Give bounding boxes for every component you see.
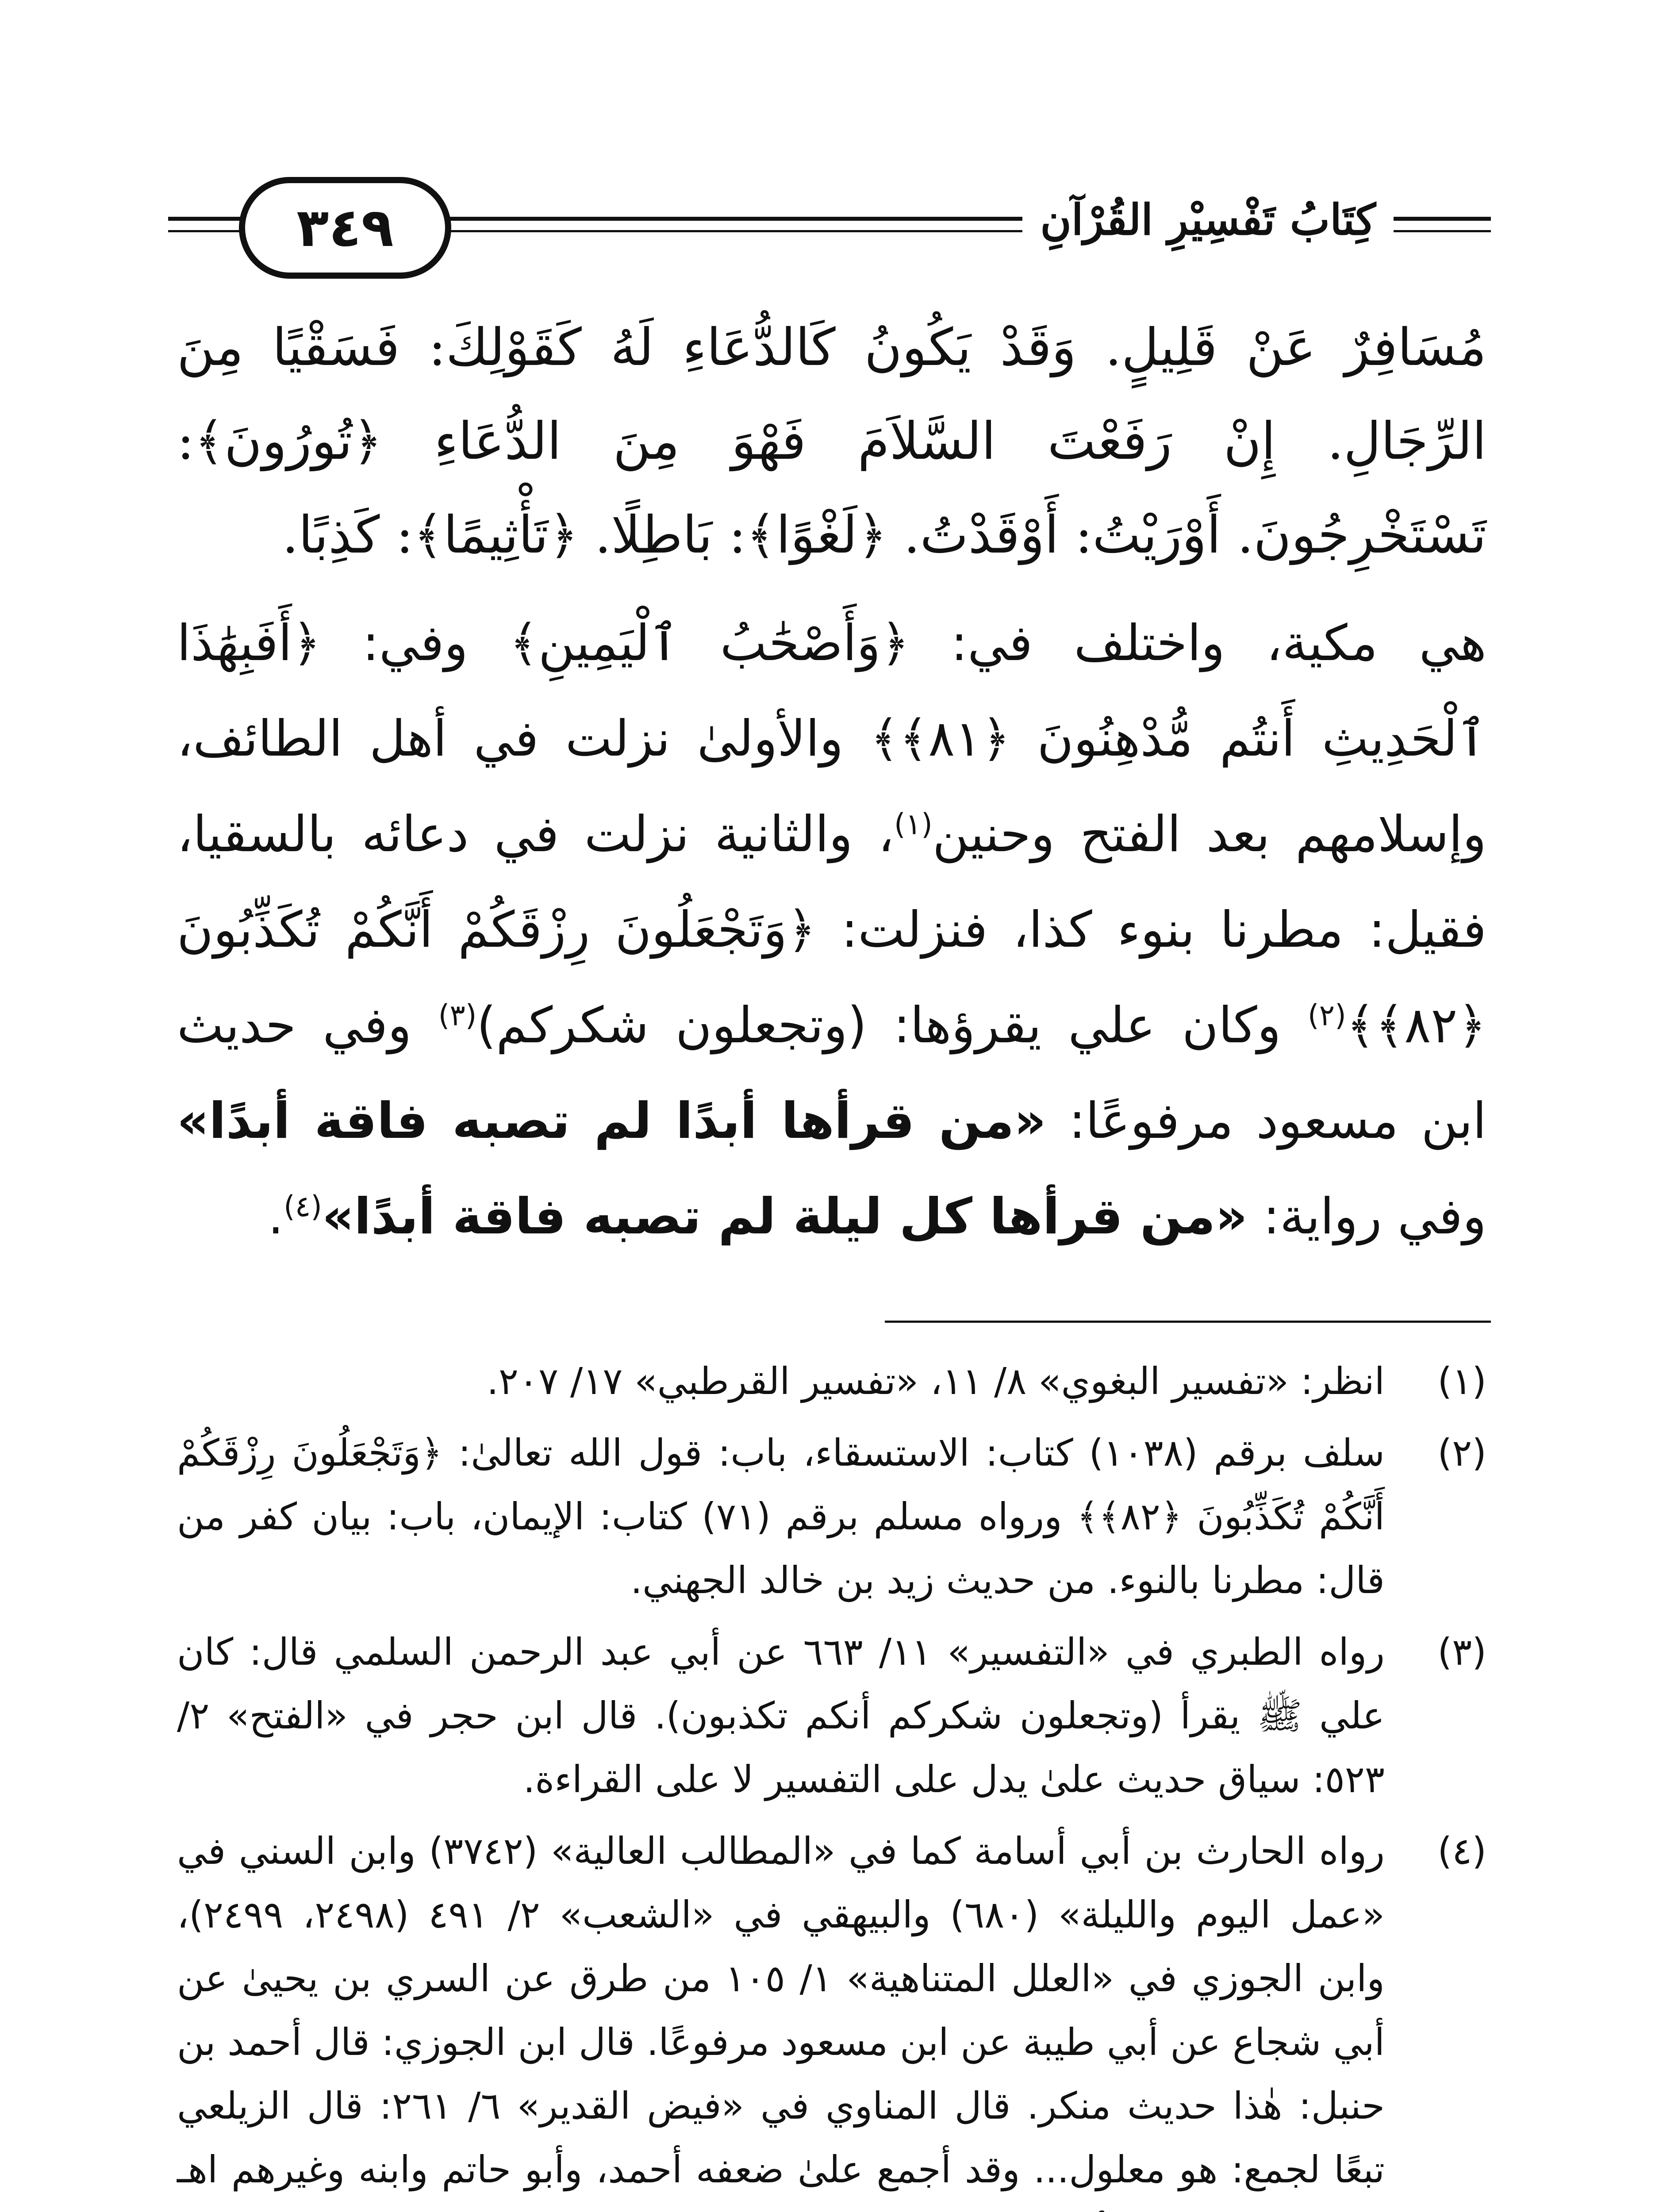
footnote-separator	[885, 1321, 1491, 1323]
footnote-text: سلف برقم (١٠٣٨) كتاب: الاستسقاء، باب: قول الله تعالىٰ: ﴿وَتَجْعَلُونَ رِزْقَكُمْ أَنَّكُمْ تُكَذِّبُونَ ﴿٨٢﴾﴾ ورواه مسلم برقم (٧١) كتاب: الإيمان، باب: بيان كفر من قال: مطرنا بالنوء. من حديث زيد بن خالد الجهني.	[177, 1431, 1385, 1602]
running-title: كِتَابُ تَفْسِيْرِ القُرْآنِ	[1022, 195, 1394, 245]
page-header	[168, 168, 1491, 301]
page-number-badge	[239, 177, 451, 279]
footnote-text: رواه الحارث بن أبي أسامة كما في «المطالب العالية» (٣٧٤٢) وابن السني في «عمل اليوم والليلة» (٦٨٠) والبيهقي في «الشعب» ٢/ ٤٩١ (٢٤٩٨، ٢٤٩٩)، وابن الجوزي في «العلل المتناهية» ١/ ١٠٥ من طرق عن السري بن يحيىٰ عن أبي شجاع عن أبي طيبة عن ابن مسعود مرفوعًا. قال ابن الجوزي: قال أحمد بن حنبل: هٰذا حديث منكر. قال المناوي في «فيض القدير» ٦/ ٢٦١: قال الزيلعي تبعًا لجمع: هو معلول... وقد أجمع علىٰ ضعفه أحمد، وأبو حاتم وابنه وغيرهم اهـ	[177, 1829, 1385, 2191]
tafsir-end: .	[268, 1188, 284, 1245]
page-number: ٣٤٩	[296, 197, 394, 259]
footnote-4	[177, 1819, 1486, 2212]
footnote-ref-1: (١)	[894, 807, 933, 841]
tafsir-text-3: وكان علي يقرؤها: (وتجعلون شكركم)	[476, 997, 1308, 1054]
tafsir-text-1: هي مكية، واختلف في: ﴿وَأَصْحَٰبُ ٱلْيَمِينِ﴾ وفي: ﴿أَفَبِهَٰذَا ٱلْحَدِيثِ أَنتُم مُّدْهِنُونَ ﴿٨١﴾﴾ والأولىٰ نزلت في أهل الطائف، وإسلامهم بعد الفتح وحنين	[177, 614, 1487, 863]
hadith-quote-2: «من قرأها كل ليلة لم تصبه فاقة أبدًا»	[322, 1188, 1248, 1245]
tafsir-text-4: وفي حديث ابن مسعود مرفوعًا:	[177, 997, 1486, 1150]
footnote-2	[177, 1421, 1486, 1612]
footnote-1	[177, 1349, 1486, 1413]
tafsir-text-2: ، والثانية نزلت في دعائه بالسقيا، فقيل: مطرنا بنوء كذا، فنزلت: ﴿وَتَجْعَلُونَ رِزْقَكُمْ أَنَّكُمْ تُكَذِّبُونَ ﴿٨٢﴾﴾	[177, 806, 1486, 1054]
footnote-text: رواه الطبري في «التفسير» ١١/ ٦٦٣ عن أبي عبد الرحمن السلمي قال: كان علي ﷺ يقرأ (وتجعلون شكركم أنكم تكذبون). قال ابن حجر في «الفتح» ٢/ ٥٢٣: سياق حديث علىٰ يدل على التفسير لا على القراءة.	[177, 1630, 1385, 1801]
footnotes	[177, 1349, 1486, 2212]
main-text	[177, 301, 1486, 1264]
tafsir-text-5: وفي رواية:	[1247, 1188, 1486, 1245]
footnote-number: (٢)	[1437, 1431, 1486, 1475]
gloss-paragraph: مُسَافِرٌ عَنْ قَلِيلٍ. وَقَدْ يَكُونُ كَالدُّعَاءِ لَهُ كَقَوْلِكَ: فَسَقْيًا مِنَ الرِّجَالِ. إِنْ رَفَعْتَ السَّلاَمَ فَهْوَ مِنَ الدُّعَاءِ ﴿تُورُونَ﴾: تَسْتَخْرِجُونَ. أَوْرَيْتُ: أَوْقَدْتُ. ﴿لَغْوًا﴾: بَاطِلًا. ﴿تَأْثِيمًا﴾: كَذِبًا.	[177, 318, 1486, 565]
tafsir-paragraph	[177, 595, 1486, 1264]
footnote-ref-4: (٤)	[284, 1189, 323, 1224]
footnote-number: (١)	[1437, 1359, 1486, 1403]
hadith-quote-1: «من قرأها أبدًا لم تصبه فاقة أبدًا»	[177, 1092, 1046, 1150]
footnote-ref-2: (٢)	[1307, 998, 1346, 1033]
footnote-text: انظر: «تفسير البغوي» ٨/ ١١، «تفسير القرطبي» ١٧/ ٢٠٧.	[487, 1359, 1385, 1403]
footnote-number: (٤)	[1437, 1829, 1486, 1873]
footnote-ref-3: (٣)	[438, 998, 477, 1033]
footnote-number: (٣)	[1437, 1630, 1486, 1674]
footnote-3	[177, 1620, 1486, 1811]
